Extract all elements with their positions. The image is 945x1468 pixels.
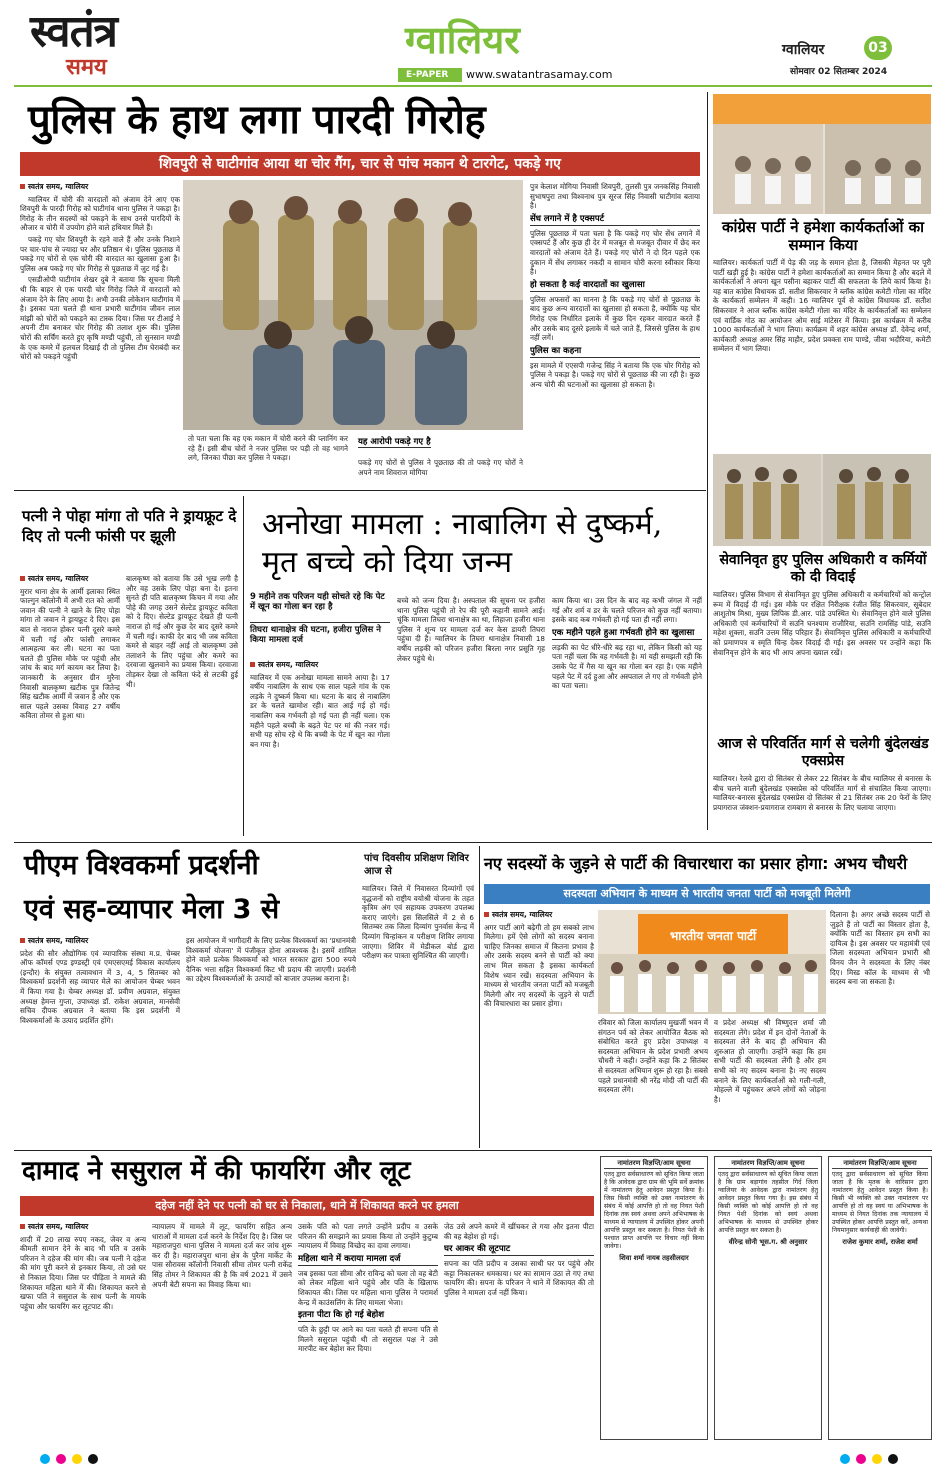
congress-body: ग्वालियर। कार्यकर्ता पार्टी में पेड़ की जड़ के समान होता है, जिसकी मेहनत पर पूरी पार्टी खड़ी हुई है। कांग्रेस पार्टी ने हमेशा कार्यकर्ताओं का सम्मान किया है और बदले में कार्यकर्ताओं ने अपना खून पसीना बहाकर पार्टी की सफलता के लिये कार्य किया है। यह बात कांग्रेस विधायक डॉ. सतीश सिकरवार ने ब्लॉक कांग्रेस कमेटी गोला का मंदिर के कार्यकर्ता सम्मेलन में कही। 16 ग्वालियर पूर्व से कांग्रेस विधायक डॉ. सतीश सिकरवार ने आज ब्लॉक कांग्रेस कमेटी गोला का मंदिर के कार्यकर्ताओं का सम्मेलन एवं वार्डिक गोठ का आयोजन ओम साई मांटेसर में किया। इस कार्यक्रम में करीब 1000 कार्यकर्ताओं ने भाग लिया। कार्यक्रम में शहर कांग्रेस अध्यक्ष डॉ. देवेन्द्र शर्मा, कार्यकारी अध्यक्ष अमर सिंह माहौर, प्रदेश प्रवक्ता राम पाण्डे, जीवा भदौरिया, कमेटी सम्मेलन में भाग लिया। xyxy=(713,258,931,354)
lead-para: पकड़े गए चोर शिवपुरी के रहने वाले हैं और उनके निशाने पर चार-पांच से ज्यादा घर और प्रतिष्ठान थे। पुलिस पूछताछ में पकड़े गए चोरों से एक चोरी की वारदात का खुलासा हुआ है। पुलिस अब पकड़े गए चोर गिरोह से पूछताछ में जुट गई है। xyxy=(20,234,180,273)
lead-photo-caption: यह आरोपी पकड़े गए है xyxy=(358,437,431,447)
cmyk-dot xyxy=(56,1454,66,1464)
sonlaw-text-3: उसके पति को पता लगते उन्होंने प्रदीप व उसके परिजन की समझाने का प्रयास किया तो उन्होंने कुटुम्ब न्यायालय में विवाह विच्छेद का दावा लगाया। xyxy=(298,1222,438,1251)
page-number: 03 xyxy=(864,36,892,60)
vishwakarma-headline-2: एवं सह-व्यापार मेला 3 से xyxy=(24,894,280,925)
ad-sign: शिवा शर्मा नायब तहसीलदार xyxy=(619,1254,689,1262)
classified-ad-2 xyxy=(714,1156,822,1440)
cmyk-dot xyxy=(888,1454,898,1464)
cmyk-dot xyxy=(72,1454,82,1464)
sonlaw-headline: दामाद ने ससुराल में की फायरिंग और लूट xyxy=(22,1156,411,1186)
sonlaw-text-3c: पति के छुट्टी पर आने का पता चलते ही सपना पति से मिलने ससुराल पहुंची थी तो ससुराल पक्ष ने उसे मारपीट कर बेहोश कर दिया। xyxy=(298,1325,438,1354)
sonlaw-col-4 xyxy=(444,1222,594,1440)
sonlaw-byline: स्वतंत्र समय, ग्वालियर xyxy=(20,1222,146,1232)
lead-bottom-rule xyxy=(14,490,706,491)
lead-col3-a: पुत्र केलाश मोगिया निवासी शिवपुरी, तुलसी पुत्र जनकसिंह निवासी सुभाषपुरा तथा विश्वनाथ पुत्र सूरज सिंह निवासी घाटीगांव बताया है। xyxy=(530,182,700,211)
ad-body: एतद् द्वारा सर्वसाधारण को सूचित किया जाता है कि आवेदक द्वारा ग्राम की भूमि सर्वे क्रमांक में नामांतरण हेतु आवेदन प्रस्तुत किया है। जिस किसी व्यक्ति को उक्त नामांतरण के संबंध में कोई आपत्ति हो तो वह नियत पेशी दिनांक तक स्वयं अथवा अपने अभिभाषक के माध्यम से न्यायालय में उपस्थित होकर अपनी आपत्ति प्रस्तुत कर सकता है। नियत पेशी के पश्चात प्राप्त आपत्ति पर विचार नहीं किया जावेगा। xyxy=(604,1171,704,1250)
minor-text-3: काम किया था। उस दिन के बाद वह कभी जंगल में नहीं गई और शर्म व डर के चलते परिजन को कुछ नहीं बताया। इसके बाद कब गर्भवती हो गई पता ही नहीं लगा। xyxy=(552,596,702,625)
cmyk-dot xyxy=(856,1454,866,1464)
website-url[interactable]: www.swatantrasamay.com xyxy=(466,68,613,81)
congress-headline: कांग्रेस पार्टी ने हमेशा कार्यकर्ताओं का सम्मान किया xyxy=(721,218,925,254)
sonlaw-col-3 xyxy=(298,1222,438,1440)
lead-para: एसडीओपी घाटीगांव शेखर दुबे ने बताया कि सूचना मिली थी कि बाहर से एक पारदी चोर गिरोह जिले में वारदातों को अंजाम देने के लिए आया है। अभी उनकी लोकेशन घाटीगांव में है। इसका पता चलते ही थाना प्रभारी घाटीगांव जीवन लाल मांझी को चोरों को पकड़ने का टास्क दिया। जिस पर टीआई ने अपनी टीम बनाकर चोर गिरोह की तलाश शुरू की। पुलिस चोरों की सर्चिंग करते हुए कृषि मण्डी पहुंची, तो सुनसान मण्डी के एक कमरे में हलचल दिखाई दी तो पुलिस टीम घेराबंदी कर चोरों को पकड़ने पहुंची xyxy=(20,275,180,362)
lead-byline: स्वतंत्र समय, ग्वालियर xyxy=(20,182,180,192)
lower-rule xyxy=(14,1150,932,1151)
wife-divider xyxy=(243,496,244,836)
vishwakarma-text-1: प्रदेश की सौर औद्योगिक एवं व्यापारिक संस्था म.प्र. चेम्बर ऑफ कॉमर्स एण्ड इण्डस्ट्री एवं एमएसएमई विकास कार्यालय (इन्दौर) के संयुक्त तत्वावधान में 3, 4, 5 सितम्बर को विश्वकर्मा प्रदर्शनी सह व्यापार मेले का आयोजन चेम्बर भवन में किया गया है। चेम्बर अध्यक्ष डॉ. प्रवीण अग्रवाल, संयुक्त अध्यक्ष हेमन्त गुप्ता, उपाध्यक्ष डॉ. राकेश अग्रवाल, मानसेवी सचिव दीपक अग्रवाल ने बताया कि इस प्रदर्शनी में विश्वकर्माओं के उत्पाद प्रदर्शित होंगे। xyxy=(20,948,180,1025)
wife-headline: पत्नी ने पोहा मांगा तो पति ने ड्रायफ्रूट दे दिए तो पत्नी फांसी पर झूली xyxy=(22,507,237,545)
bjp-col-3: व प्रदेश अध्यक्ष श्री विष्णुदत्त शर्मा जी सदस्यता लेंगे। प्रदेश में इन दोनों नेताओं के सदस्यता लेने के बाद ही अभियान की शुरुआत हो जाएगी। उन्होंने कहा कि हम सभी पार्टी की सदस्यता लेंगी है और हम सभी को नए सदस्य बनाना है। नए सदस्य बनाने के लिए कार्यकर्ताओं को गली-गली, मोहल्ले में पहुंचकर अपने लोगों को जोड़ना है। xyxy=(714,1018,826,1104)
ad-body: एतद् द्वारा सर्वसाधारण को सूचित किया जाता है कि मृतक के वारिसान द्वारा नामांतरण हेतु आवेदन प्रस्तुत किया है। किसी भी व्यक्ति को उक्त नामांतरण पर आपत्ति हो तो वह स्वयं या अभिभाषक के माध्यम से नियत दिनांक तक न्यायालय में उपस्थित होकर आपत्ति प्रस्तुत करें, अन्यथा नियमानुसार कार्यवाही की जावेगी। xyxy=(832,1171,928,1234)
sonlaw-text-4: जेठ उसे अपने कमरे में खींचकर ले गया और इतना पीटा की वह बेहोश हो गई। xyxy=(444,1222,594,1241)
bjp-strap: सदस्यता अभियान के माध्यम से भारतीय जनता पार्टी को मजबूती मिलेगी xyxy=(484,884,930,904)
lead-subhead-1: सेंध लगाने में है एक्सपर्ट xyxy=(530,214,700,226)
lead-col3-c: पुलिस अफसरों का मानना है कि पकड़े गए चोरों से पूछताछ के बाद कुछ अन्य वारदातों का खुलासा हो सकता है, क्योंकि यह चोर गिरोह एक निर्धारित इलाके में कुछ दिन रहकर वारदात करते हैं और उसके बाद दूसरे इलाके में चले जाते हैं, जिससे पुलिस के हाथ नहीं लगें। xyxy=(530,294,700,343)
minor-subhead: एक महीने पहले हुआ गर्भवती होने का खुलासा xyxy=(552,628,702,640)
classified-ad-3 xyxy=(828,1156,932,1440)
lead-strap: शिवपुरी से घाटीगांव आया था चोर गैंग, चार से पांच मकान थे टारगेट, पकड़े गए xyxy=(20,152,700,176)
lead-under-photo-b: पकड़े गए चोरों से पुलिस ने पूछताछ की तो पकड़े गए चोरों ने अपने नाम शिवराज मोगिया xyxy=(358,458,523,477)
bjp-byline: स्वतंत्र समय, ग्वालियर xyxy=(484,910,594,920)
minor-headline: अनोखा मामला : नाबालिग से दुष्कर्म, मृत बच्चे को दिया जन्म xyxy=(262,507,663,580)
ad-sign: राजेश कुमार शर्मा, राजेश शर्मा xyxy=(842,1238,918,1246)
bjp-banner-text: भारतीय जनता पार्टी xyxy=(669,929,757,943)
minor-text-3b: लड़की का पेट धीरे-धीरे बढ़ रहा था, लेकिन किसी को यह पता नहीं चला कि वह गर्भवती है। मां यही समझती रही कि उसके पेट में गैस या खून का गोला बन रहा है। एक महीने पहले पेट में दर्द हुआ और अस्पताल ले गए तो गर्भवती होने का पता चला। xyxy=(552,642,702,691)
lead-col3-b: पुलिस पूछताछ में पता चला है कि पकड़े गए चोर सेंध लगाने में एक्सपर्ट हैं और कुछ ही देर में मजबूत से मजबूत दीवार में छेद कर वारदातों को अंजाम देते हैं। पकड़े गए चोरों ने दो दिन पहले एक दुकान में सेंध लगाकर नकदी व सामान चोरी करना स्वीकार किया है। xyxy=(530,228,700,277)
lead-photo xyxy=(183,180,523,430)
sonlaw-text-4b: सपना का पति प्रदीप व उसका साथी घर पर पहुंचे और कट्टा निकालकर धमकाया। घर का सामान उठा ले गए तथा फायरिंग की। सपना के परिजन ने थाने में शिकायत की तो पुलिस ने मामला दर्ज नहीं किया। xyxy=(444,1259,594,1297)
vishwakarma-byline: स्वतंत्र समय, ग्वालियर xyxy=(20,936,180,946)
ad-title: नामांतरण विज्ञप्ति/आम सूचना xyxy=(604,1159,704,1169)
classified-ad-1 xyxy=(600,1156,708,1440)
minor-col-1 xyxy=(250,660,390,836)
sonlaw-subhead-2: इतना पीटा कि हो गई बेहोश xyxy=(298,1310,438,1322)
cmyk-dot xyxy=(88,1454,98,1464)
masthead xyxy=(0,0,945,86)
lead-para: ग्वालियर में चोरी की वारदातों को अंजाम देने आए एक शिवपुरी के पारदी गिरोह को घाटीगांव थाना पुलिस ने पकड़ा है। गिरोह के तीन सदस्यों को पकड़ने के साथ उनसे पारदियों के औजार व चोरी में उपयोग होने वाले हथियार मिले हैं। xyxy=(20,194,180,233)
lead-col-1 xyxy=(20,182,180,484)
newspaper-logo: स्वतंत्र xyxy=(30,6,117,57)
vishwakarma-col-2: इस आयोजन में भागीदारी के लिए प्रत्येक विश्वकर्मा का 'प्रधानमंत्री विश्वकर्मा योजना' में पंजीकृत होना आवश्यक है। इसमें शामिल होने वाले प्रत्येक विश्वकर्मा को भारत सरकार द्वारा 500 रुपये दैनिक भत्ता सहित विश्वकर्मा किट भी प्रदाय की जाएगी। प्रदर्शनी का उद्देश्य विश्वकर्माओं के उत्पादों को बाजार उपलब्ध कराना है। xyxy=(186,936,356,984)
page-city-label: ग्वालियर xyxy=(782,42,825,58)
lead-subhead-2: हो सकता है कई वारदातों का खुलासा xyxy=(530,280,700,292)
ad-title: नामांतरण विज्ञप्ति/आम सूचना xyxy=(832,1159,928,1169)
wife-byline: स्वतंत्र समय, ग्वालियर xyxy=(20,574,120,584)
sonlaw-subhead: महिला थाने में कराया मामला दर्ज xyxy=(298,1254,438,1266)
minor-byline: स्वतंत्र समय, ग्वालियर xyxy=(250,660,390,670)
sonlaw-col-1 xyxy=(20,1222,146,1440)
minor-col-2: बच्चे को जन्म दिया है। अस्पताल की सूचना पर हजीरा थाना पुलिस पहुंची तो रेप की पूरी कहानी सामने आई। चूंकि मामला तिघरा थानाक्षेत्र का था, लिहाजा हजीरा थाना पुलिस ने शून्य पर मामला दर्ज कर केस डायरी तिघरा पहुंचा दी है। ग्वालियर के तिघरा थानाक्षेत्र निवासी 18 वर्षीय लड़की को परिजन हजीरा बिरला नगर प्रसूति गृह लेकर पहुंचे थे। xyxy=(397,596,545,663)
cmyk-dot xyxy=(840,1454,850,1464)
lead-col-3 xyxy=(530,182,700,484)
newspaper-logo-sub: समय xyxy=(66,54,107,80)
vishwakarma-col-3: ग्वालियर। जिले में निवासरत दिव्यांगों एवं वृद्धजनों को राष्ट्रीय वयोश्री योजना के तहत कृत्रिम अंग एवं सहायक उपकरण उपलब्ध कराए जाएंगे। इस सिलसिले में 2 से 6 सितम्बर तक जिला दिव्यांग पुनर्वास केन्द्र में दिव्यांग चिन्हांकन व परीक्षण शिविर लगाया जाएगा। शिविर में मेडीकल बोर्ड द्वारा परीक्षण कर पात्रता सुनिश्चित की जाएगी। xyxy=(362,884,474,961)
retire-headline: सेवानिवृत हुए पुलिस अधिकारी व कर्मियों को दी विदाई xyxy=(719,552,927,585)
minor-col-3 xyxy=(552,596,702,836)
minor-kicker-2: तिघरा थानाक्षेत्र की घटना, हजीरा पुलिस ने किया मामला दर्ज xyxy=(250,622,390,645)
wife-col-2: बालकृष्ण को बताया कि उसे भूख लगी है और वह उसके लिए पोहा बना दे। इतना सुनते ही पति बालकृष्ण किचन में गया और पोहे की जगह उसने सेल्टेड ड्रायफ्रूट कविता को दे दिए। सेल्टेड ड्रायफ्रूट देखते ही पत्नी नाराज हो गई और कुछ देर बाद दूसरे कमरे में चली गई। काफी देर बाद भी जब कविता कमरे से बाहर नहीं आई तो बालकृष्ण उसे तलाशने के लिए पहुंचा और कमरे का दरवाजा खुलवाने का प्रयास किया। दरवाजा तोड़कर देखा तो कविता फंदे से लटकी हुई थी। xyxy=(126,574,238,689)
ad-body: एतद् द्वारा सर्वसाधारण को सूचित किया जाता है कि ग्राम बड़ागांव तहसील गिर्द जिला ग्वालियर के आवेदक द्वारा नामांतरण हेतु आवेदन प्रस्तुत किया गया है। इस संबंध में किसी व्यक्ति को कोई आपत्ति हो तो वह नियत पेशी दिनांक को स्वयं अथवा अभिभाषक के माध्यम से उपस्थित होकर आपत्ति प्रस्तुत कर सकता है। xyxy=(718,1171,818,1234)
issue-date: सोमवार 02 सितम्बर 2024 xyxy=(790,67,888,77)
sonlaw-text-3b: जब इसका पता सीमा और राविन्द्र को चला तो वह बेटी को लेकर महिला थाने पहुंचे और पति के खिलाफ शिकायत की। जिस पर महिला थाना पुलिस ने परामर्श केन्द्र में काउंसलिंग के लिए मामला भेजा। xyxy=(298,1268,438,1307)
lead-subhead-3: पुलिस का कहना xyxy=(530,346,700,358)
expressway-headline: आज से परिवर्तित मार्ग से चलेगी बुंदेलखंड एक्सप्रेस xyxy=(717,736,929,769)
lead-col3-d: इस मामले में एएसपी गजेन्द्र सिंह ने बताया कि एक चोर गिरोह को पुलिस ने पकड़ा है। पकड़े गए चोरों से पूछताछ की जा रही है। कुछ अन्य चोरी की घटनाओं का खुलासा हो सकता है। xyxy=(530,360,700,389)
lead-under-photo-a: तो पता चला कि वह एक मकान में चोरी करने की प्लानिंग कर रहे हैं। इसी बीच चोरों ने नजर पुलिस पर पड़ी तो वह भागने लगे, जिनका पीछा कर पुलिस ने पकड़ा। xyxy=(188,434,348,463)
expressway-body: ग्वालियर। रेलवे द्वारा दो सितंबर से लेकर 22 सितंबर के बीच ग्वालियर से बनारस के बीच चलने वाली बुंदेलखंड एक्सप्रेस को परिवर्तित मार्ग से संचालित किया जाएगा। ग्वालियर-बनारस बुंदेलखंड एक्सप्रेस दो सितंबर से 21 सितंबर तक 20 फेरों के लिए प्रयागराज जंक्शन-प्रयागराज रामबाग से बनारस के लिए चलाया जाएगा। xyxy=(713,774,931,812)
wife-col-1 xyxy=(20,574,120,836)
bjp-col-4: दिलाना है। अगर अच्छे सदस्य पार्टी से जुड़ते हैं तो पार्टी का विस्तार होता है, क्योंकि पार्टी का विस्तार हम सभी का दायित्व है। इस अवसर पर महामंत्री एवं जिला सदस्यता अभियान प्रभारी श्री विनय जैन ने सदस्यता के लिए नंबर दिए। मिस्ड कॉल के माध्यम से भी सदस्य बना जा सकता है। xyxy=(830,910,930,987)
sonlaw-col-2: न्यायालय में मामले में लूट, फायरिंग सहित अन्य धाराओं में मामला दर्ज करने के निर्देश दिए है। जिस पर महाराजपुरा थाना पुलिस ने मामला दर्ज कर जांच शुरू कर दी है। महाराजपुरा थाना क्षेत्र के पुरैना मार्केट के पास सौरावस कॉलोनी निवासी सीमा तोमर पत्नी राकेंद्र सिंह तोमर ने शिकायत की है कि वर्ष 2021 में उसने अपनी बेटी सपना का विवाह किया था। xyxy=(152,1222,292,1289)
minor-text-1: ग्वालियर में एक अनोखा मामला सामने आया है। 17 वर्षीय नाबालिग के साथ एक साल पहले गांव के एक लड़के ने दुष्कर्म किया था। घटना के बाद से नाबालिग डर के चलते खामोश रही। बात आई गई हो गई। नाबालिग कब गर्भवती हो गई पता ही नहीं चला। एक महीने पहले बच्ची के बढ़ते पेट पर मां की नजर गई। सभी यह सोच रहे थे कि बच्ची के पेट में खून का गोला बन गया है। xyxy=(250,672,390,749)
ad-sign: वीरेन्द्र सोनी भूस.ग. श्री अनुसार xyxy=(728,1238,808,1246)
registration-marks xyxy=(0,1450,945,1466)
sonlaw-subhead-3: घर आकर की लूटपाट xyxy=(444,1244,594,1256)
vishwakarma-side-head: पांच दिवसीय प्रशिक्षण शिविर आज से xyxy=(364,853,469,877)
bjp-col-1 xyxy=(484,910,594,1148)
cmyk-dot xyxy=(40,1454,50,1464)
minor-kicker-1: 9 महीने तक परिजन यही सोचते रहे कि पेट में खून का गोला बन रहा है xyxy=(250,592,385,612)
congress-photo xyxy=(713,94,931,214)
vishwakarma-headline-1: पीएम विश्वकर्मा प्रदर्शनी xyxy=(24,850,259,881)
bjp-divider xyxy=(479,846,480,1148)
vishwakarma-col-1 xyxy=(20,936,180,1146)
retire-body: ग्वालियर। पुलिस विभाग से सेवानिवृत हुए पुलिस अधिकारी व कर्मचारियों को कन्ट्रोल रूम में विदाई दी गई। इस मौके पर रक्षित निरीक्षक रंजीत सिंह सिकरवार, सूबेदार आशुतोष मिश्रा, मुख्य लिपिक डी.आर. पांडे उपस्थित थे। सेवानिवृत्त होने वाले पुलिस अधिकारी एवं कर्मचारियों में सउनि घनश्याम राजौरिया, सउनि रामसिंह पांडे, सउनि महेश शुक्ला, सउनि उत्तम सिंह परिहार हैं। सेवानिवृत्त पुलिस अधिकारी व कर्मचारियों को प्रमाणपत्र व स्मृति चिन्ह देकर विदाई दी गई। इस अवसर पर उन्होंने कहा कि सेवानिवृत्त होने के बाद भी आप अपना ख्याल रखें। xyxy=(713,590,931,657)
retire-photo xyxy=(713,454,931,546)
cmyk-dot xyxy=(872,1454,882,1464)
sonlaw-strap: दहेज नहीं देने पर पत्नी को घर से निकाला, थाने में शिकायत करने पर हमला xyxy=(20,1196,594,1216)
wife-text-1: मुरार थाना क्षेत्र के आर्मी इलाका स्थित फाल्गुन कॉलोनी में अभी रात को आर्मी जवान की पत्नी ने खाने के लिए पोहा मांगा तो जवान ने ड्रायफ्रूट दे दिए। इस बात से नाराज होकर पत्नी दूसरे कमरे में चली गई और फांसी लगाकर आत्महत्या कर ली। घटना का पता चलते ही पुलिस मौके पर पहुंची और जांच के बाद मर्ग कायम कर लिया है। जानकारी के अनुसार ग्रीन मुरैना निवासी बालकृष्ण खटीक पुत्र जितेन्द्र सिंह खटीक आर्मी में जवान है और एक साल पहले उसका विवाह 27 वर्षीय कविता तोमर से हुआ था। xyxy=(20,586,120,721)
bjp-headline: नए सदस्यों के जुड़ने से पार्टी की विचारधारा का प्रसार होगा: अभय चौधरी xyxy=(484,854,908,873)
bjp-photo xyxy=(598,910,826,1014)
bjp-col-2: रविवार को जिला कार्यालय मुखर्जी भवन में संगठन पर्व को लेकर आयोजित बैठक को संबोधित करते हुए प्रदेश उपाध्यक्ष व सदस्यता अभियान के प्रदेश प्रभारी अभय चौधरी ने कही। उन्होंने कहा कि 2 सितंबर से सदस्यता अभियान शुरू हो रहा है। सबसे पहले प्रधानमंत्री श्री नरेंद्र मोदी जी पार्टी की सदस्यता लेंगे। xyxy=(598,1018,708,1095)
bjp-text-1: अगर पार्टी आगे बढ़ेगी तो हम सबको लाभ मिलेगा। हमें ऐसे लोगों को सदस्य बनाना चाहिए जिनका समाज में कितना प्रभाव है और उसके सदस्य बनने से पार्टी को क्या लाभ मिल सकता है इसका कार्यकर्ता विशेष ध्यान रखें। सदस्यता अभियान के माध्यम से भारतीय जनता पार्टी को मजबूती मिलेगी और नए सदस्यों के जुड़ने से पार्टी की विचारधारा का प्रसार होगा। xyxy=(484,922,594,1009)
lead-headline: पुलिस के हाथ लगा पारदी गिरोह xyxy=(28,97,486,143)
sonlaw-text-1: शादी में 20 लाख रुपए नकद, जेवर व अन्य कीमती सामान देने के बाद भी पति व उसके परिजन ने दहेज की मांग की। जब पत्नी ने दहेज की मांग पूरी करने से इनकार किया, तो उसे घर से निकाल दिया। जिस पर पीड़िता ने मामले की शिकायत महिला थाने में की। शिकायत करने से खफा पति ने ससुराल के साथ पत्नी के मायके पहुंचा और फायरिंग कर लूटपाट की। xyxy=(20,1234,146,1311)
masthead-rule xyxy=(14,85,932,87)
right-column-rule xyxy=(707,92,708,830)
epaper-label: E-PAPER xyxy=(398,68,462,82)
edition-city: ग्वालियर xyxy=(405,18,520,62)
mid-rule xyxy=(14,842,932,843)
ad-title: नामांतरण विज्ञप्ति/आम सूचना xyxy=(718,1159,818,1169)
